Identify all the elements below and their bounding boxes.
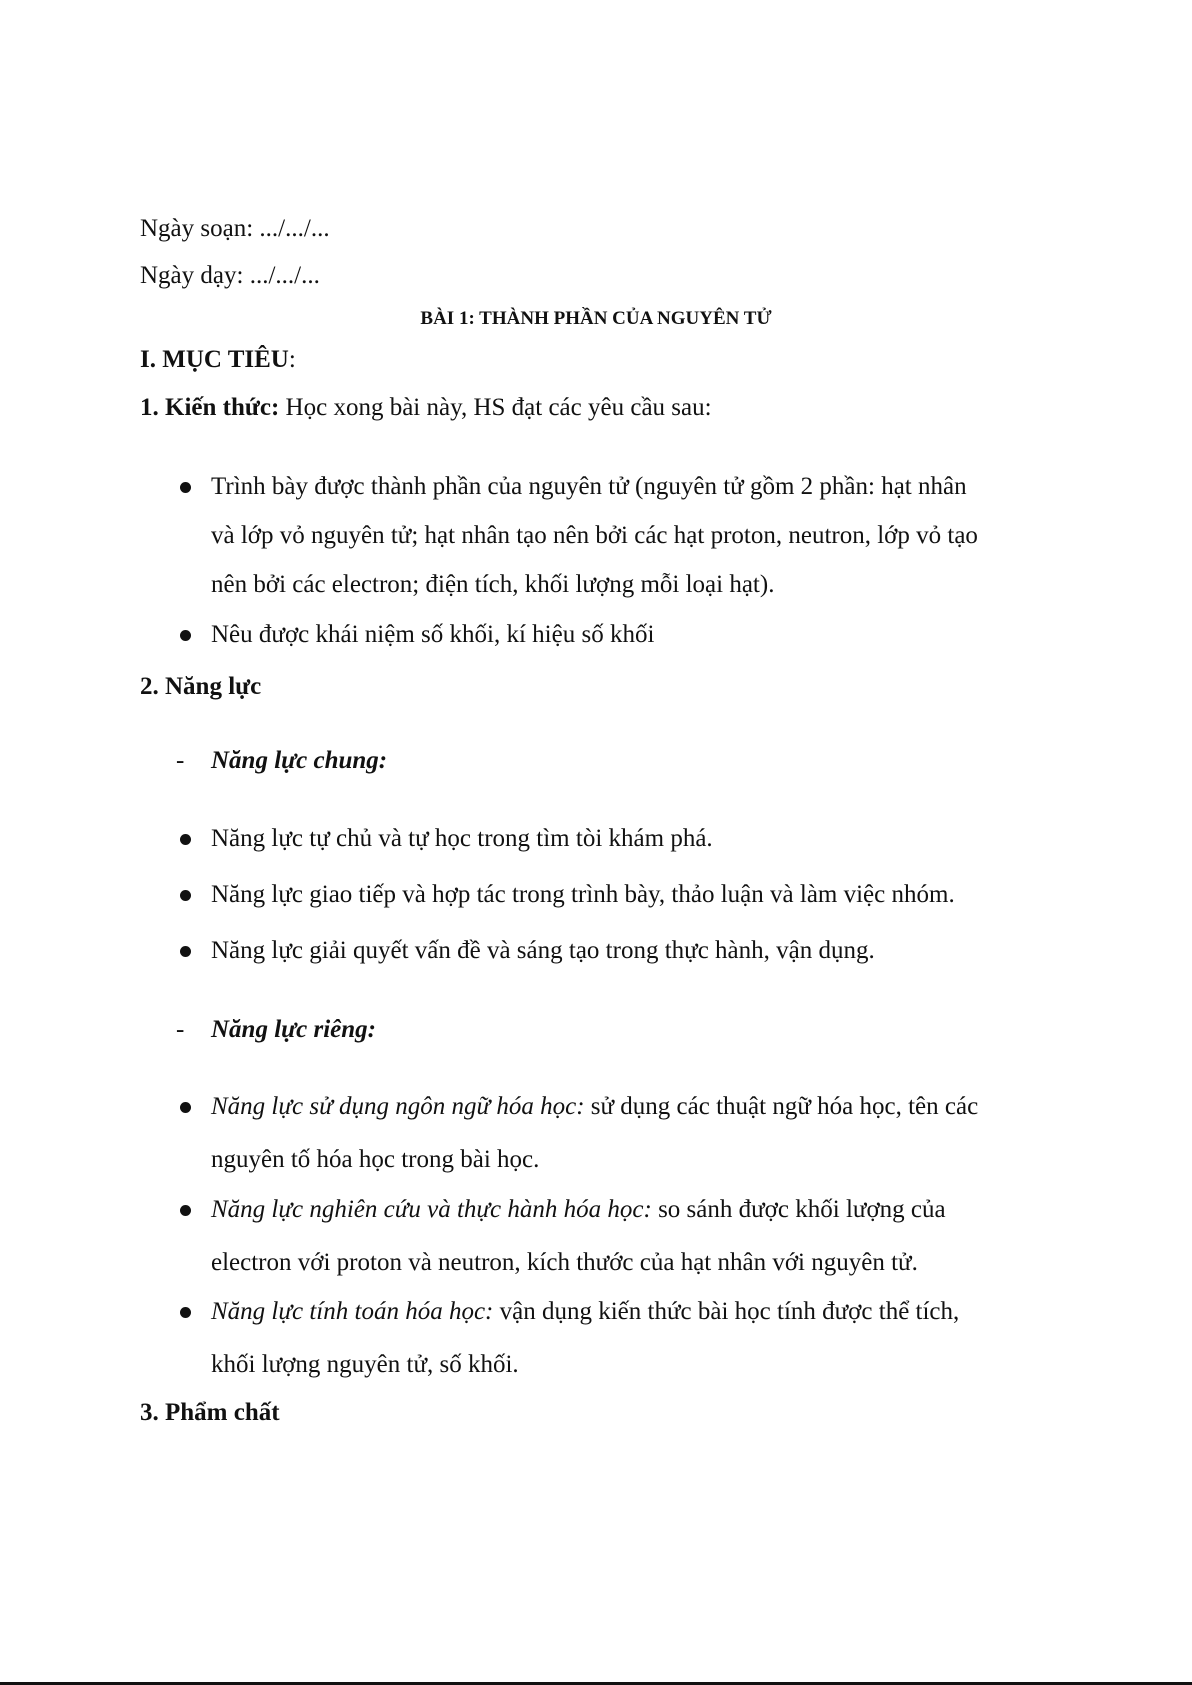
kien-thuc-label: 1. Kiến thức:: [140, 394, 280, 421]
bullet-icon: [180, 630, 191, 641]
nang-luc-rieng-item-2-title: Năng lực nghiên cứu và thực hành hóa học:: [211, 1196, 652, 1223]
nang-luc-rieng-item-3-line-1: [211, 1297, 959, 1327]
nang-luc-rieng-item-2-line-2: electron với proton và neutron, kích thước của hạt nhân với nguyên tử.: [211, 1249, 918, 1276]
bullet-icon: [180, 946, 191, 957]
kien-thuc-text: Học xong bài này, HS đạt các yêu cầu sau:: [279, 394, 712, 421]
section-heading-text: I. MỤC TIÊU: [140, 346, 289, 373]
nang-luc-rieng-label: Năng lực riêng:: [211, 1016, 376, 1043]
kien-thuc-line: [140, 393, 712, 423]
bullet-icon: [180, 890, 191, 901]
nang-luc-rieng-item-2-text: so sánh được khối lượng của: [651, 1196, 946, 1223]
nang-luc-heading: 2. Năng lực: [140, 673, 262, 700]
pham-chat-heading: 3. Phẩm chất: [140, 1399, 280, 1426]
nang-luc-chung-item-1: Năng lực tự chủ và tự học trong tìm tòi khám phá.: [211, 825, 713, 852]
bullet-icon: [180, 1102, 191, 1113]
nang-luc-rieng-item-1-title: Năng lực sử dụng ngôn ngữ hóa học:: [211, 1093, 585, 1120]
nang-luc-rieng-item-3-text: vận dụng kiến thức bài học tính được thể tích,: [493, 1298, 960, 1325]
ngay-day: Ngày dạy: .../.../...: [140, 262, 320, 289]
nang-luc-rieng-item-1-text: sử dụng các thuật ngữ hóa học, tên các: [584, 1093, 979, 1120]
nang-luc-chung-label: Năng lực chung:: [211, 747, 388, 774]
kien-thuc-bullet-1-line-3: nên bởi các electron; điện tích, khối lượng mỗi loại hạt).: [211, 571, 775, 598]
bullet-icon: [180, 482, 191, 493]
kien-thuc-bullet-1-line-1: Trình bày được thành phần của nguyên tử (nguyên tử gồm 2 phần: hạt nhân: [211, 473, 967, 500]
nang-luc-chung-item-3: Năng lực giải quyết vấn đề và sáng tạo trong thực hành, vận dụng.: [211, 937, 875, 964]
bullet-icon: [180, 1205, 191, 1216]
dash-marker: -: [176, 747, 185, 774]
nang-luc-chung-item-2: Năng lực giao tiếp và hợp tác trong trình bày, thảo luận và làm việc nhóm.: [211, 881, 955, 908]
bullet-icon: [180, 1307, 191, 1318]
nang-luc-rieng-item-3-title: Năng lực tính toán hóa học:: [211, 1298, 494, 1325]
lesson-title: BÀI 1: THÀNH PHẦN CỦA NGUYÊN TỬ: [420, 308, 772, 329]
dash-marker: -: [176, 1016, 185, 1043]
nang-luc-rieng-item-3-line-2: khối lượng nguyên tử, số khối.: [211, 1351, 519, 1378]
kien-thuc-bullet-2: Nêu được khái niệm số khối, kí hiệu số khối: [211, 621, 655, 648]
nang-luc-rieng-item-1-line-1: [211, 1092, 978, 1122]
nang-luc-rieng-item-2-line-1: [211, 1195, 946, 1225]
ngay-soan: Ngày soạn: .../.../...: [140, 215, 330, 242]
bullet-icon: [180, 834, 191, 845]
kien-thuc-bullet-1-line-2: và lớp vỏ nguyên tử; hạt nhân tạo nên bởi các hạt proton, neutron, lớp vỏ tạo: [211, 522, 978, 549]
section-heading-colon: :: [288, 346, 296, 373]
section-heading-muc-tieu: [140, 345, 296, 375]
nang-luc-rieng-item-1-line-2: nguyên tố hóa học trong bài học.: [211, 1146, 540, 1173]
